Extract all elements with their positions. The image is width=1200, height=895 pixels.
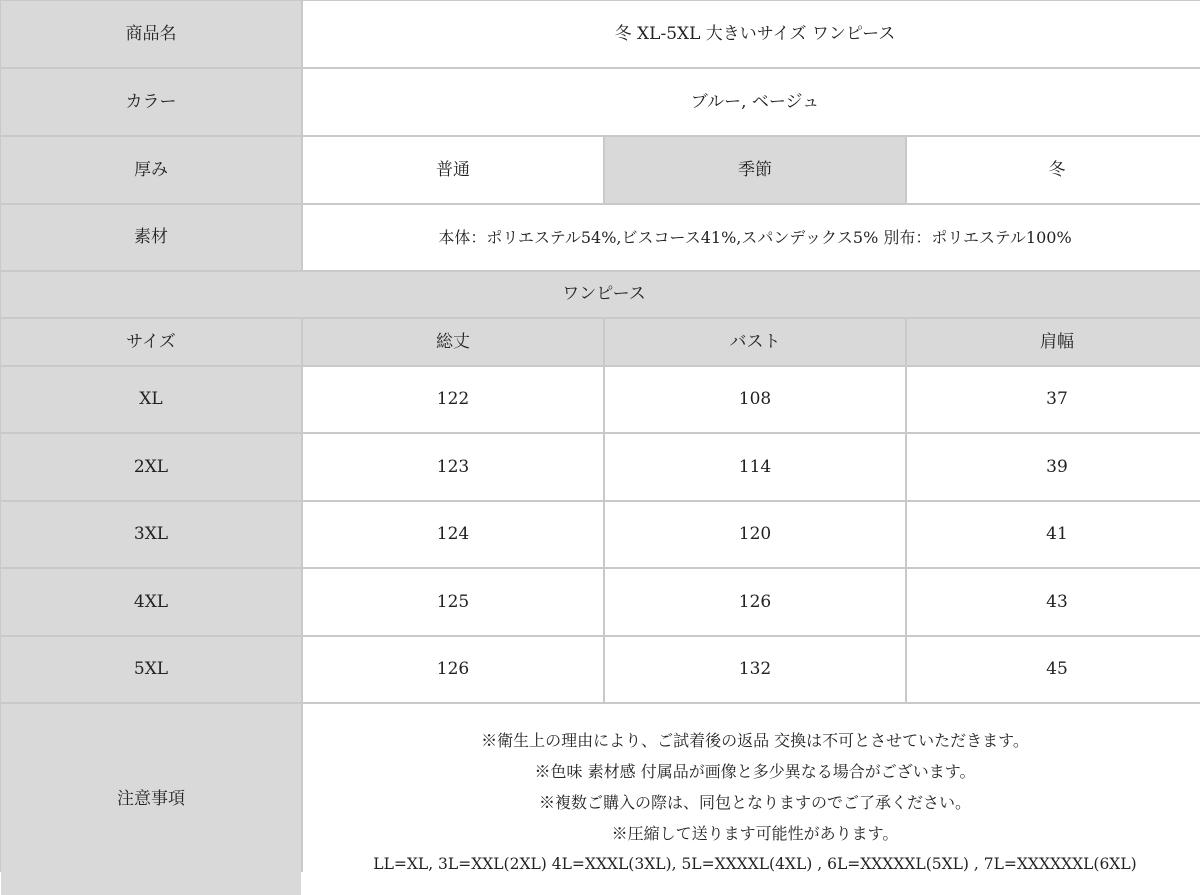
bust-cell: 120 — [605, 502, 905, 567]
header-length: 総丈 — [303, 319, 603, 365]
shoulder-cell: 41 — [907, 502, 1200, 567]
color-value: ブルー, ベージュ — [303, 69, 1200, 135]
shoulder-cell: 39 — [907, 434, 1200, 500]
material-label: 素材 — [1, 205, 301, 270]
product-name-label: 商品名 — [1, 1, 301, 67]
length-cell: 124 — [303, 502, 603, 567]
header-shoulder: 肩幅 — [907, 319, 1200, 365]
thickness-label: 厚み — [1, 137, 301, 203]
length-cell: 122 — [303, 367, 603, 432]
notes-content — [303, 704, 1200, 895]
bust-cell: 108 — [605, 367, 905, 432]
size-row-label: 2XL — [1, 434, 301, 500]
size-row-label: XL — [1, 367, 301, 432]
header-bust: バスト — [605, 319, 905, 365]
note-line-compression: ※圧縮して送ります可能性があります。 — [611, 824, 899, 843]
shoulder-cell: 45 — [907, 637, 1200, 702]
season-label: 季節 — [605, 137, 905, 203]
material-value: 本体：ポリエステル54%,ビスコース41%,スパンデックス5% 別布：ポリエステル100% — [303, 205, 1200, 270]
product-name-value: 冬 XL-5XL 大きいサイズ ワンピース — [303, 1, 1200, 67]
size-row-label: 5XL — [1, 637, 301, 702]
note-line-bundled-shipping: ※複数ご購入の際は、同包となりますのでご了承ください。 — [538, 793, 971, 812]
bust-cell: 114 — [605, 434, 905, 500]
shoulder-cell: 43 — [907, 569, 1200, 635]
length-cell: 123 — [303, 434, 603, 500]
size-section-title: ワンピース — [1, 272, 1200, 317]
thickness-value: 普通 — [303, 137, 603, 203]
header-size: サイズ — [1, 319, 301, 365]
color-label: カラー — [1, 69, 301, 135]
bust-cell: 126 — [605, 569, 905, 635]
note-line-color-difference: ※色味 素材感 付属品が画像と多少異なる場合がございます。 — [534, 762, 976, 781]
note-line-hygiene: ※衛生上の理由により、ご試着後の返品 交換は不可とさせていただきます。 — [481, 731, 1029, 750]
length-cell: 125 — [303, 569, 603, 635]
season-value: 冬 — [907, 137, 1200, 203]
size-row-label: 3XL — [1, 502, 301, 567]
shoulder-cell: 37 — [907, 367, 1200, 432]
note-line-size-conversion: LL=XL, 3L=XXL(2XL) 4L=XXXL(3XL), 5L=XXXXL(4XL) , 6L=XXXXXL(5XL) , 7L=XXXXXXL(6XL) — [373, 855, 1137, 873]
size-row-label: 4XL — [1, 569, 301, 635]
length-cell: 126 — [303, 637, 603, 702]
bust-cell: 132 — [605, 637, 905, 702]
notes-label: 注意事項 — [1, 704, 301, 895]
